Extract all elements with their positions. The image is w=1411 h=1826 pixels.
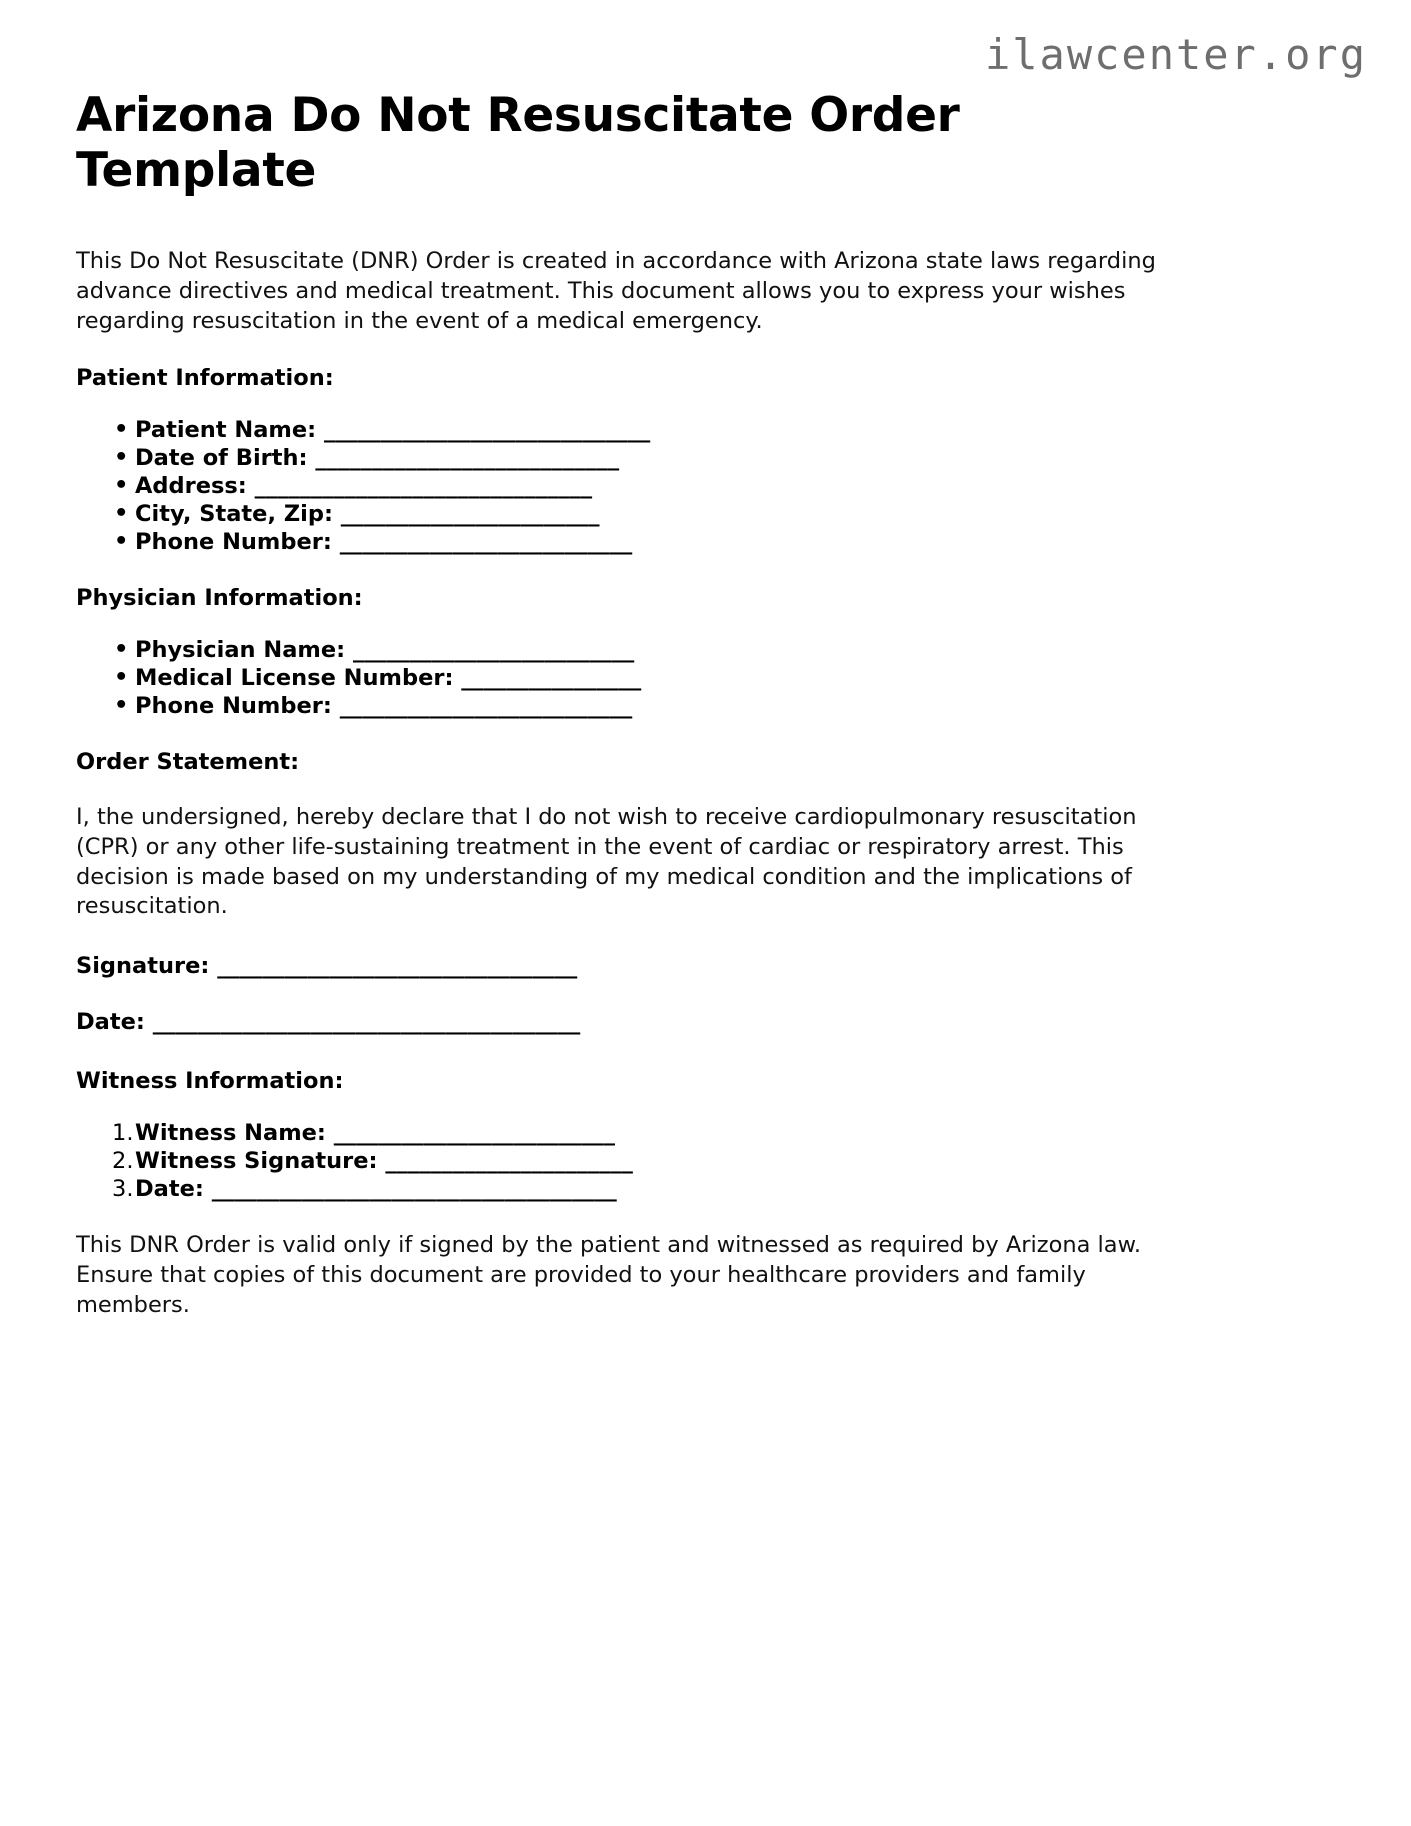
field-label: Date: (135, 1176, 204, 1203)
field-blank-line[interactable]: ______________________________ (254, 472, 593, 499)
date-blank-line[interactable]: ______________________________________ (152, 1009, 581, 1036)
field-blank-line[interactable]: __________________________ (339, 528, 633, 555)
list-item (76, 416, 1340, 444)
order-statement-heading: Order Statement: (76, 748, 300, 775)
list-item (76, 664, 1340, 692)
field-label: Address: (135, 472, 247, 499)
physician-field-list (76, 636, 1340, 720)
field-blank-line[interactable]: __________________________ (339, 692, 633, 719)
field-label: Patient Name: (135, 416, 317, 443)
field-label: Phone Number: (135, 692, 332, 719)
list-item (76, 472, 1340, 500)
list-number: 1. (112, 1120, 134, 1147)
patient-information-heading: Patient Information: (76, 364, 334, 391)
field-blank-line[interactable]: _________________________ (333, 1120, 615, 1147)
bullet-icon: • (114, 499, 129, 526)
list-item (76, 1147, 1340, 1175)
document-content (76, 0, 1340, 1321)
page-title: Arizona Do Not Resuscitate Order Template (76, 88, 960, 199)
list-item (76, 692, 1340, 720)
patient-field-list (76, 416, 1340, 556)
witness-field-list (76, 1119, 1340, 1203)
field-label: Date of Birth: (135, 444, 308, 471)
footer-note: This DNR Order is valid only if signed by the patient and witnessed as required by Arizona law. Ensure that copies of this document are provided to your healthcare providers and family members. (76, 1232, 1142, 1319)
signature-label: Signature: (76, 953, 210, 980)
list-item (76, 528, 1340, 556)
field-label: Physician Name: (135, 636, 346, 663)
field-blank-line[interactable]: _____________________________ (323, 416, 651, 443)
list-number: 2. (112, 1148, 134, 1175)
signature-blank-line[interactable]: ________________________________ (217, 953, 578, 980)
witness-information-heading: Witness Information: (76, 1068, 344, 1095)
bullet-icon: • (114, 471, 129, 498)
field-blank-line[interactable]: ___________________________ (315, 444, 620, 471)
field-label: Witness Name: (135, 1120, 326, 1147)
list-item (76, 444, 1340, 472)
bullet-icon: • (114, 663, 129, 690)
field-blank-line[interactable]: _______________________ (340, 500, 600, 527)
field-blank-line[interactable]: ____________________________________ (211, 1176, 617, 1203)
list-item (76, 500, 1340, 528)
list-item (76, 636, 1340, 664)
date-label: Date: (76, 1009, 145, 1036)
bullet-icon: • (114, 635, 129, 662)
bullet-icon: • (114, 691, 129, 718)
site-watermark: ilawcenter.org (984, 30, 1367, 79)
field-label: Witness Signature: (135, 1148, 378, 1175)
field-label: City, State, Zip: (135, 500, 333, 527)
physician-information-heading: Physician Information: (76, 584, 363, 611)
list-number: 3. (112, 1176, 134, 1203)
bullet-icon: • (114, 443, 129, 470)
order-statement-body: I, the undersigned, hereby declare that I do not wish to receive cardiopulmonary resuscitation (CPR) or any other life-sustaining treatment in the event of cardiac or respiratory arrest. This decision is made based on my understanding of my medical condition and the implications of resuscitation. (76, 803, 1137, 920)
intro-paragraph: This Do Not Resuscitate (DNR) Order is created in accordance with Arizona state laws regarding advance directives and medical treatment. This document allows you to express your wishes regarding resuscitation in the event of a medical emergency. (76, 247, 1156, 334)
list-item (76, 1119, 1340, 1147)
bullet-icon: • (114, 415, 129, 442)
signature-field (76, 952, 1340, 980)
list-item (76, 1175, 1340, 1203)
field-label: Medical License Number: (135, 664, 454, 691)
field-blank-line[interactable]: _________________________ (352, 636, 635, 663)
field-label: Phone Number: (135, 528, 332, 555)
date-field (76, 1008, 1340, 1036)
field-blank-line[interactable]: ______________________ (385, 1148, 633, 1175)
bullet-icon: • (114, 527, 129, 554)
field-blank-line[interactable]: ________________ (461, 664, 642, 691)
